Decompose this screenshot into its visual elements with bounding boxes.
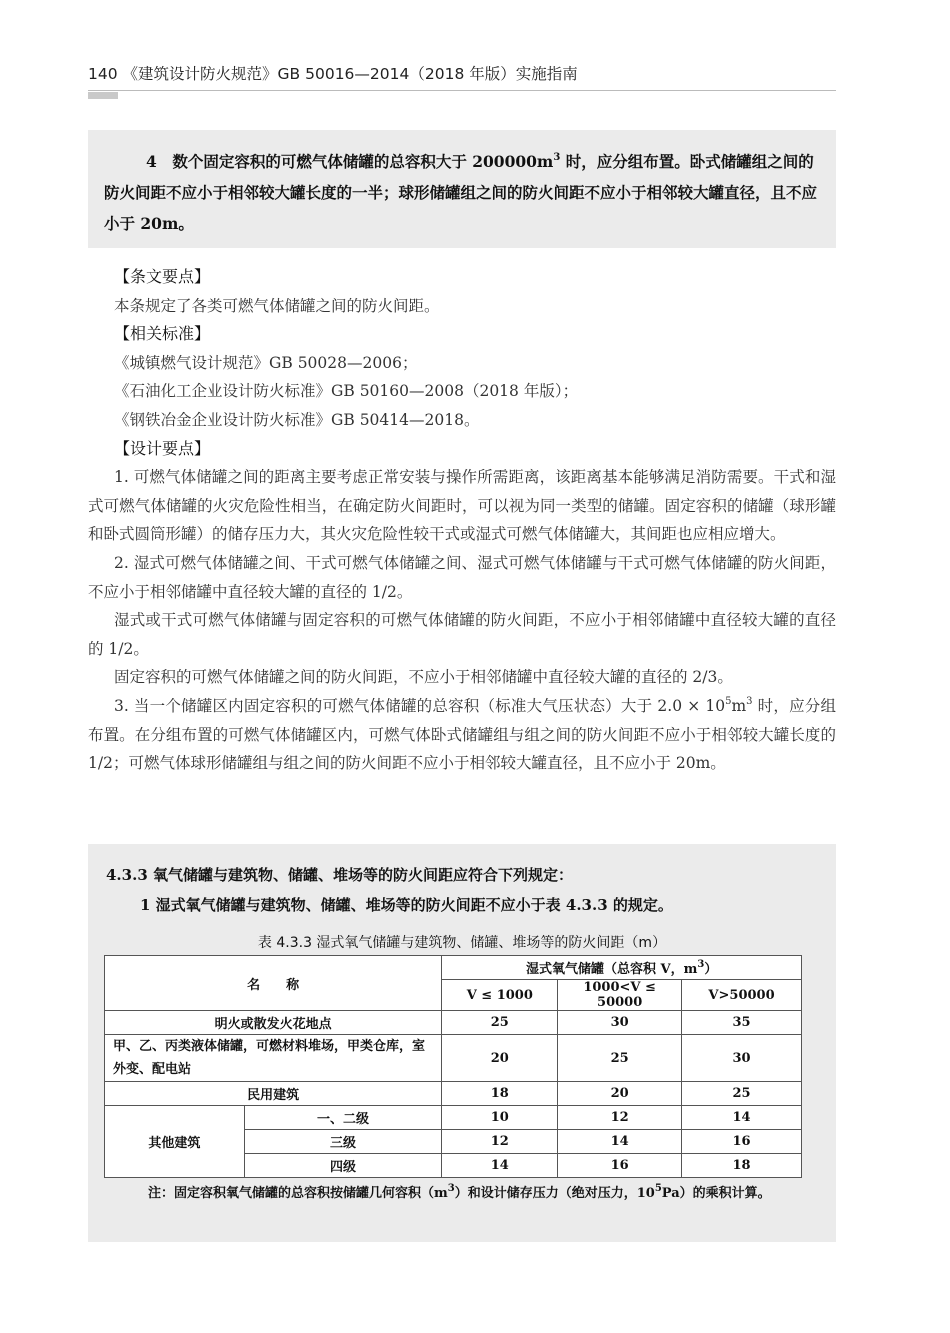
cell: 25 (558, 1035, 682, 1082)
table-row (105, 1106, 802, 1130)
distance-table (104, 955, 802, 1178)
group-header: 湿式氧气储罐（总容积 V，$m^3$） (442, 956, 802, 980)
row-label: 四级 (244, 1154, 442, 1178)
cell: 20 (558, 1082, 682, 1106)
col-header: V ≤ 1000 (442, 980, 558, 1011)
col-header: V>50000 (682, 980, 802, 1011)
cell: 12 (442, 1130, 558, 1154)
cell: 16 (558, 1154, 682, 1178)
design-paragraph-3: 湿式或干式可燃气体储罐与固定容积的可燃气体储罐的防火间距，不应小于相邻储罐中直径较大罐的直径的 1/2。 (88, 611, 836, 658)
cell: 12 (558, 1106, 682, 1130)
clause-number: 4 (146, 152, 157, 171)
header-rule (88, 90, 836, 91)
cell: 18 (442, 1082, 558, 1106)
clause-box (88, 130, 836, 248)
cell: 25 (442, 1011, 558, 1035)
cell: 14 (682, 1106, 802, 1130)
design-paragraph-4: 固定容积的可燃气体储罐之间的防火间距，不应小于相邻储罐中直径较大罐的直径的 2/3。 (114, 668, 733, 687)
cell: 25 (682, 1082, 802, 1106)
heading-key-points: 【条文要点】 (114, 267, 211, 286)
table-row (105, 1082, 802, 1106)
key-points-text: 本条规定了各类可燃气体储罐之间的防火间距。 (114, 296, 440, 315)
heading-related-standards: 【相关标准】 (114, 324, 211, 344)
page-number: 140 (88, 65, 118, 83)
row-label: 甲、乙、丙类液体储罐，可燃材料堆场，甲类仓库，室外变、配电站 (105, 1035, 442, 1082)
cell: 14 (558, 1130, 682, 1154)
standard-item: 《石油化工企业设计防火标准》GB 50160—2008（2018 年版）； (114, 382, 579, 401)
header-mark (88, 92, 118, 99)
table-caption: 表 4.3.3 湿式氧气储罐与建筑物、储罐、堆场等的防火间距（m） (257, 935, 667, 951)
standard-item: 《城镇燃气设计规范》GB 50028—2006； (114, 353, 418, 372)
standard-item: 《钢铁冶金企业设计防火标准》GB 50414—2018。 (114, 410, 480, 429)
cell: 30 (682, 1035, 802, 1082)
name-header: 名 称 (105, 956, 442, 1011)
row-group-label: 其他建筑 (105, 1106, 245, 1178)
row-label: 民用建筑 (105, 1082, 442, 1106)
body-text (88, 263, 836, 778)
cell: 30 (558, 1011, 682, 1035)
cell: 10 (442, 1106, 558, 1130)
page-header (88, 62, 833, 84)
row-label: 一、二级 (244, 1106, 442, 1130)
cell: 20 (442, 1035, 558, 1082)
cell: 14 (442, 1154, 558, 1178)
col-header: 1000<V ≤ 50000 (558, 980, 682, 1011)
cell: 18 (682, 1154, 802, 1178)
row-label: 三级 (244, 1130, 442, 1154)
row-label: 明火或散发火花地点 (105, 1011, 442, 1035)
table-row (105, 1035, 802, 1082)
clause-433-item-1: 1 湿式氧气储罐与建筑物、储罐、堆场等的防火间距不应小于表 4.3.3 的规定。 (140, 896, 673, 914)
book-title: 《建筑设计防火规范》GB 50016—2014（2018 年版）实施指南 (122, 65, 578, 83)
table-header-row (105, 956, 802, 980)
design-paragraph-2: 2. 湿式可燃气体储罐之间、干式可燃气体储罐之间、湿式可燃气体储罐与干式可燃气体储罐的防火间距，不应小于相邻储罐中直径较大罐的直径的 1/2。 (88, 553, 836, 601)
table-note: 注：固定容积氧气储罐的总容积按储罐几何容积$(m^3)$和设计储存压力（绝对压力，$10^5Pa$）的乘积计算。 (148, 1182, 771, 1201)
heading-design-points: 【设计要点】 (114, 438, 211, 458)
design-paragraph-1: 1. 可燃气体储罐之间的距离主要考虑正常安装与操作所需距离，该距离基本能够满足消防需要。干式和湿式可燃气体储罐的火灾危险性相当，在确定防火间距时，可以视为同一类型的储罐。固定容积的储罐（球形罐和卧式圆筒形罐）的储存压力大，其火灾危险性较干式或湿式可燃气体储罐大，其间距也应相应增大。 (88, 468, 836, 544)
clause-433-box (88, 844, 836, 1242)
cell: 16 (682, 1130, 802, 1154)
design-paragraph-5: 3. 当一个储罐区内固定容积的可燃气体储罐的总容积（标准大气压状态）大于 $2.0 \times 10^5m^3$ 时，应分组布置。在分组布置的可燃气体储罐区内，可燃气体卧式储罐组与组之间的防火间距不应小于相邻较大罐长度的 1/2；可燃气体球形储罐组与组之间的防火间距不应小于相邻较大罐直径，且不应小于 20m。 (88, 695, 836, 773)
table-row (105, 1011, 802, 1035)
cell: 35 (682, 1011, 802, 1035)
clause-433-title: 4.3.3 氧气储罐与建筑物、储罐、堆场等的防火间距应符合下列规定： (106, 866, 573, 884)
clause-4-text: 4 数个固定容积的可燃气体储罐的总容积大于 $200000m^3$ 时，应分组布置。卧式储罐组之间的防火间距不应小于相邻较大罐长度的一半；球形储罐组之间的防火间距不应小于相邻较大罐直径，且不应小于 20m。 (104, 151, 818, 233)
